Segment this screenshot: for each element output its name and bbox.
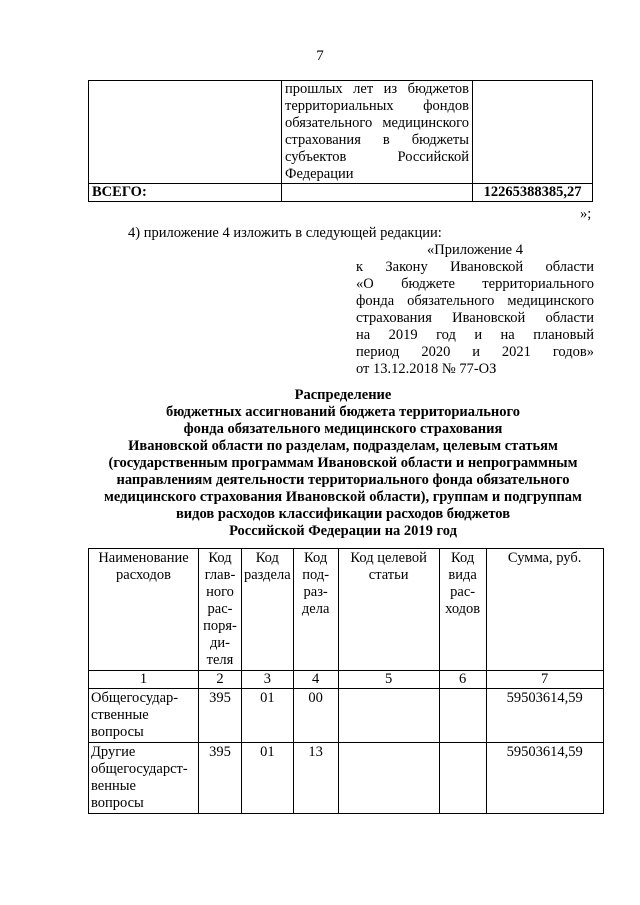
header-line: раз- [303,584,328,600]
name-line: общегосударст- [91,761,188,777]
header-cell-section [242,549,294,671]
header-line: Код целевой [350,550,427,566]
table-row [89,81,593,184]
header-line: рас- [450,584,476,600]
total-label: ВСЕГО: [89,184,282,202]
column-number: 2 [199,671,242,689]
name-line: вопросы [91,795,144,811]
header-line: Сумма, руб. [507,550,582,566]
header-line: дела [301,601,330,617]
column-number: 4 [293,671,338,689]
subsection-code: 13 [293,743,338,814]
target-article-code [338,689,439,743]
header-line: под- [302,567,330,583]
row-name [89,743,199,814]
table-header-row [89,549,604,671]
total-row [89,184,593,202]
instruction-text: 4) приложение 4 изложить в следующей редакции: [128,225,442,241]
appendix-line: страхования Ивановской области [356,310,594,326]
allocation-table [88,548,604,814]
title-line: (государственным программам Ивановской области и непрограммным [108,455,578,471]
cell-line: территориальных фондов [285,98,469,114]
column-number: 6 [439,671,486,689]
header-line: Наименование [98,550,189,566]
header-line: теля [206,652,234,668]
header-line: статьи [368,567,409,583]
table-cell [282,81,473,184]
appendix-line: фонда обязательного медицинского [356,293,594,309]
row-name [89,689,199,743]
cell-line: Федерации [285,166,354,182]
header-cell-target-article [338,549,439,671]
table-row [89,689,604,743]
header-cell-name [89,549,199,671]
title-line: Распределение [294,387,392,403]
title-line: фонда обязательного медицинского страхования [183,421,503,437]
header-line: ди- [210,635,230,651]
header-line: раздела [244,567,291,583]
cell-line: субъектов Российской [285,149,469,165]
page-number: 7 [316,48,324,64]
manager-code: 395 [199,689,242,743]
header-line: вида [448,567,477,583]
header-line: ного [206,584,234,600]
appendix-line: от 13.12.2018 № 77-ОЗ [356,361,497,377]
header-line: рас- [207,601,233,617]
header-line: глав- [204,567,236,583]
title-line: направлениям деятельности территориального фонда обязательного [116,472,570,488]
closing-quote: »; [580,206,592,222]
target-article-code [338,743,439,814]
appendix-line: к Закону Ивановской области [356,259,594,275]
cell-line: прошлых лет из бюджетов [285,81,469,97]
column-number-row [89,671,604,689]
total-value: 12265388385,27 [473,184,593,202]
header-line: расходов [116,567,171,583]
name-line: Общегосудар- [91,690,179,706]
amount: 59503614,59 [486,689,603,743]
header-line: поря- [203,618,237,634]
header-line: Код [304,550,328,566]
table-cell [282,184,473,202]
column-number: 1 [89,671,199,689]
table-cell [89,81,282,184]
column-number: 3 [242,671,294,689]
title-line: бюджетных ассигнований бюджета территориального [165,404,520,420]
name-line: Другие [91,744,136,760]
continuation-table [88,80,593,202]
header-line: ходов [445,601,481,617]
table-cell [473,81,593,184]
appendix-header [356,242,594,378]
subsection-code: 00 [293,689,338,743]
title-line: Ивановской области по разделам, подразделам, целевым статьям [128,438,558,454]
cell-line: страхования в бюджеты [285,132,469,148]
amount: 59503614,59 [486,743,603,814]
table-row [89,743,604,814]
header-cell-manager-code [199,549,242,671]
appendix-line: «О бюджете территориального [356,276,594,292]
header-line: Код [451,550,475,566]
header-line: Код [255,550,279,566]
section-code: 01 [242,689,294,743]
name-line: вопросы [91,724,144,740]
title-line: Российской Федерации на 2019 год [229,523,457,539]
header-line: Код [208,550,232,566]
header-cell-amount [486,549,603,671]
manager-code: 395 [199,743,242,814]
column-number: 7 [486,671,603,689]
name-line: ственные [91,707,149,723]
appendix-line: период 2020 и 2021 годов» [356,344,594,360]
column-number: 5 [338,671,439,689]
cell-line: обязательного медицинского [285,115,469,131]
section-code: 01 [242,743,294,814]
document-title [0,387,640,540]
header-cell-expense-type [439,549,486,671]
title-line: медицинского страхования Ивановской области), группам и подгруппам [104,489,582,505]
expense-type-code [439,743,486,814]
expense-type-code [439,689,486,743]
header-cell-subsection [293,549,338,671]
appendix-line: на 2019 год и на плановый [356,327,594,343]
appendix-line: «Приложение 4 [427,242,523,258]
title-line: видов расходов классификации расходов бюджетов [175,506,511,522]
name-line: венные [91,778,136,794]
